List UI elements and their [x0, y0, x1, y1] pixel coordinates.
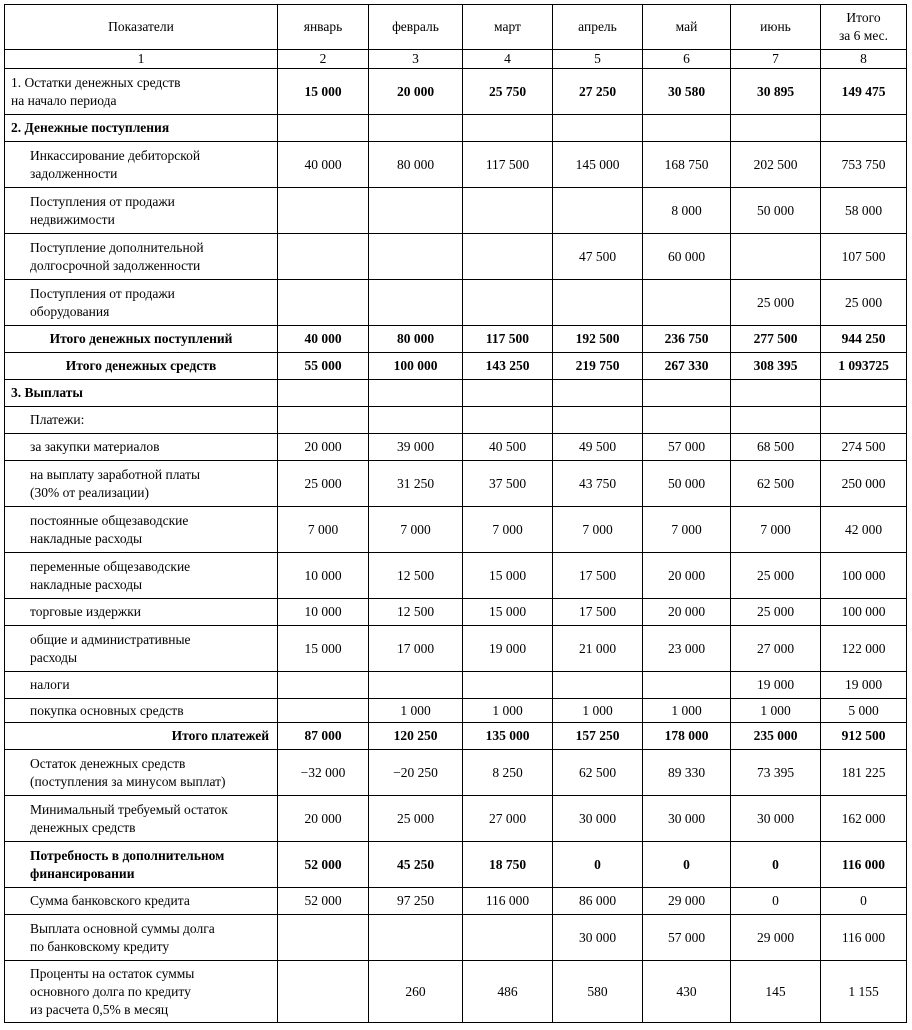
row-label: [5, 553, 278, 599]
row-label-line: 1. Остатки денежных средств: [11, 74, 181, 90]
value-cell: 30 000: [643, 796, 731, 842]
value-cell: 62 500: [553, 750, 643, 796]
table-row: [5, 796, 907, 842]
row-label-line: по банковскому кредиту: [30, 938, 170, 954]
value-cell: [463, 672, 553, 699]
value-cell: 52 000: [278, 888, 369, 915]
value-cell: [643, 280, 731, 326]
row-label-line: налоги: [30, 677, 70, 692]
row-label: [5, 599, 278, 626]
value-cell: 192 500: [553, 326, 643, 353]
value-cell: 19 000: [821, 672, 907, 699]
table-row: [5, 280, 907, 326]
value-cell: [463, 380, 553, 407]
value-cell: 219 750: [553, 353, 643, 380]
value-cell: 47 500: [553, 234, 643, 280]
row-label: [5, 380, 278, 407]
col-number: 8: [821, 50, 907, 69]
value-cell: 30 000: [553, 915, 643, 961]
row-label-line: Выплата основной суммы долга: [30, 920, 215, 936]
value-cell: [553, 280, 643, 326]
value-cell: 0: [553, 842, 643, 888]
value-cell: 5 000: [821, 699, 907, 723]
value-cell: 40 500: [463, 434, 553, 461]
value-cell: 37 500: [463, 461, 553, 507]
row-label-line: Итого денежных поступлений: [49, 331, 233, 346]
row-label: [5, 750, 278, 796]
row-label-line: 2. Денежные поступления: [11, 120, 170, 135]
row-label-line: Платежи:: [30, 412, 85, 427]
value-cell: 57 000: [643, 434, 731, 461]
value-cell: 17 000: [369, 626, 463, 672]
value-cell: 7 000: [463, 507, 553, 553]
row-label-line: задолженности: [30, 165, 118, 181]
row-label: [5, 626, 278, 672]
row-label: [5, 353, 278, 380]
value-cell: [369, 915, 463, 961]
value-cell: [821, 380, 907, 407]
col-number: 4: [463, 50, 553, 69]
col-header-indicators: Показатели: [5, 5, 278, 50]
value-cell: 27 000: [731, 626, 821, 672]
row-label-line: долгосрочной задолженности: [30, 257, 201, 273]
table-row: [5, 353, 907, 380]
row-label-line: накладные расходы: [30, 530, 143, 546]
value-cell: 40 000: [278, 326, 369, 353]
row-label-line: общие и административные: [30, 631, 191, 647]
value-cell: 25 000: [369, 796, 463, 842]
value-cell: 25 000: [278, 461, 369, 507]
value-cell: 62 500: [731, 461, 821, 507]
value-cell: 18 750: [463, 842, 553, 888]
column-number-row: [5, 50, 907, 69]
value-cell: [463, 407, 553, 434]
value-cell: 100 000: [369, 353, 463, 380]
row-label-line: Поступление дополнительной: [30, 239, 204, 255]
row-label-line: недвижимости: [30, 211, 115, 227]
value-cell: 116 000: [821, 842, 907, 888]
row-label: [5, 188, 278, 234]
value-cell: [278, 407, 369, 434]
col-header-june: июнь: [731, 5, 821, 50]
value-cell: 15 000: [463, 599, 553, 626]
value-cell: [278, 672, 369, 699]
value-cell: [369, 672, 463, 699]
value-cell: 12 500: [369, 599, 463, 626]
row-label-line: Потребность в дополнительном: [30, 847, 225, 863]
table-row: [5, 672, 907, 699]
value-cell: [278, 380, 369, 407]
value-cell: [553, 188, 643, 234]
value-cell: [278, 961, 369, 1023]
row-label-line: Итого денежных средств: [65, 358, 217, 373]
col-number: 7: [731, 50, 821, 69]
table-row: [5, 142, 907, 188]
col-header-february: февраль: [369, 5, 463, 50]
value-cell: 178 000: [643, 723, 731, 750]
row-label: [5, 234, 278, 280]
value-cell: [278, 280, 369, 326]
value-cell: [553, 407, 643, 434]
row-label-line: финансировании: [30, 865, 135, 881]
table-row: [5, 961, 907, 1023]
value-cell: 277 500: [731, 326, 821, 353]
table-row: [5, 326, 907, 353]
table-row: [5, 69, 907, 115]
value-cell: 50 000: [731, 188, 821, 234]
row-label-line: переменные общезаводские: [30, 558, 191, 574]
value-cell: 50 000: [643, 461, 731, 507]
row-label: [5, 507, 278, 553]
row-label-line: Поступления от продажи: [30, 193, 175, 209]
value-cell: 100 000: [821, 599, 907, 626]
value-cell: 12 500: [369, 553, 463, 599]
value-cell: 1 000: [553, 699, 643, 723]
value-cell: 25 000: [821, 280, 907, 326]
value-cell: 19 000: [731, 672, 821, 699]
row-label-line: Итого платежей: [171, 728, 269, 743]
value-cell: 31 250: [369, 461, 463, 507]
value-cell: 135 000: [463, 723, 553, 750]
value-cell: 274 500: [821, 434, 907, 461]
value-cell: 486: [463, 961, 553, 1023]
row-label: [5, 888, 278, 915]
value-cell: 30 000: [731, 796, 821, 842]
value-cell: 30 000: [553, 796, 643, 842]
value-cell: 116 000: [463, 888, 553, 915]
value-cell: [731, 380, 821, 407]
table-row: [5, 599, 907, 626]
row-label: [5, 115, 278, 142]
value-cell: 7 000: [731, 507, 821, 553]
table-row: [5, 380, 907, 407]
row-label-line: расходы: [30, 649, 78, 665]
value-cell: 168 750: [643, 142, 731, 188]
value-cell: [821, 407, 907, 434]
value-cell: 308 395: [731, 353, 821, 380]
value-cell: 120 250: [369, 723, 463, 750]
value-cell: [278, 188, 369, 234]
value-cell: 267 330: [643, 353, 731, 380]
value-cell: [369, 115, 463, 142]
value-cell: 43 750: [553, 461, 643, 507]
value-cell: 17 500: [553, 553, 643, 599]
value-cell: −20 250: [369, 750, 463, 796]
row-label: [5, 672, 278, 699]
value-cell: 202 500: [731, 142, 821, 188]
cash-budget-table: [4, 4, 907, 1023]
row-label-line: Поступления от продажи: [30, 285, 175, 301]
value-cell: 20 000: [643, 553, 731, 599]
row-label: [5, 915, 278, 961]
value-cell: [463, 915, 553, 961]
value-cell: 97 250: [369, 888, 463, 915]
col-number: 2: [278, 50, 369, 69]
value-cell: 1 000: [369, 699, 463, 723]
value-cell: 117 500: [463, 326, 553, 353]
table-row: [5, 888, 907, 915]
table-row: [5, 699, 907, 723]
col-number: 1: [5, 50, 278, 69]
value-cell: [463, 115, 553, 142]
value-cell: 235 000: [731, 723, 821, 750]
value-cell: 60 000: [643, 234, 731, 280]
row-label-line: покупка основных средств: [30, 702, 184, 718]
row-label: [5, 69, 278, 115]
col-number: 3: [369, 50, 463, 69]
value-cell: 7 000: [369, 507, 463, 553]
value-cell: 116 000: [821, 915, 907, 961]
table-body: [5, 69, 907, 1023]
value-cell: [553, 115, 643, 142]
col-number: 6: [643, 50, 731, 69]
value-cell: 80 000: [369, 326, 463, 353]
value-cell: [643, 672, 731, 699]
value-cell: [278, 234, 369, 280]
value-cell: 100 000: [821, 553, 907, 599]
value-cell: 912 500: [821, 723, 907, 750]
row-label: [5, 842, 278, 888]
value-cell: 15 000: [463, 553, 553, 599]
value-cell: 58 000: [821, 188, 907, 234]
row-label: [5, 280, 278, 326]
col-header-april: апрель: [553, 5, 643, 50]
value-cell: 20 000: [643, 599, 731, 626]
value-cell: 7 000: [278, 507, 369, 553]
value-cell: [463, 188, 553, 234]
value-cell: 10 000: [278, 553, 369, 599]
row-label: [5, 796, 278, 842]
table-row: [5, 553, 907, 599]
row-label-line: из расчета 0,5% в месяц: [30, 1001, 169, 1017]
table-row: [5, 723, 907, 750]
table-row: [5, 115, 907, 142]
value-cell: 15 000: [278, 626, 369, 672]
header-row: [5, 5, 907, 50]
value-cell: 68 500: [731, 434, 821, 461]
value-cell: 430: [643, 961, 731, 1023]
table-row: [5, 461, 907, 507]
value-cell: 20 000: [278, 796, 369, 842]
col-header-march: март: [463, 5, 553, 50]
value-cell: [278, 915, 369, 961]
value-cell: [369, 280, 463, 326]
value-cell: [369, 188, 463, 234]
row-label-line: торговые издержки: [30, 604, 142, 619]
value-cell: [463, 234, 553, 280]
value-cell: 25 000: [731, 280, 821, 326]
value-cell: 143 250: [463, 353, 553, 380]
value-cell: 21 000: [553, 626, 643, 672]
value-cell: 27 000: [463, 796, 553, 842]
row-label: [5, 461, 278, 507]
value-cell: 117 500: [463, 142, 553, 188]
value-cell: [553, 380, 643, 407]
row-label-line: на начало периода: [11, 92, 117, 108]
value-cell: 23 000: [643, 626, 731, 672]
value-cell: 149 475: [821, 69, 907, 115]
value-cell: 236 750: [643, 326, 731, 353]
value-cell: 0: [643, 842, 731, 888]
value-cell: [821, 115, 907, 142]
value-cell: 0: [821, 888, 907, 915]
row-label-line: Инкассирование дебиторской: [30, 147, 201, 163]
row-label: [5, 961, 278, 1023]
table-row: [5, 750, 907, 796]
value-cell: [278, 699, 369, 723]
value-cell: 1 000: [731, 699, 821, 723]
value-cell: 27 250: [553, 69, 643, 115]
row-label-line: основного долга по кредиту: [30, 983, 191, 999]
value-cell: −32 000: [278, 750, 369, 796]
value-cell: 25 000: [731, 599, 821, 626]
value-cell: [553, 672, 643, 699]
value-cell: 250 000: [821, 461, 907, 507]
row-label-line: (поступления за минусом выплат): [30, 773, 226, 789]
value-cell: 1 000: [463, 699, 553, 723]
col-header-total: [821, 5, 907, 50]
value-cell: 944 250: [821, 326, 907, 353]
value-cell: 86 000: [553, 888, 643, 915]
value-cell: 753 750: [821, 142, 907, 188]
row-label: [5, 699, 278, 723]
value-cell: 15 000: [278, 69, 369, 115]
table-row: [5, 842, 907, 888]
value-cell: 157 250: [553, 723, 643, 750]
value-cell: 20 000: [369, 69, 463, 115]
value-cell: [463, 280, 553, 326]
table-row: [5, 234, 907, 280]
value-cell: 52 000: [278, 842, 369, 888]
value-cell: 162 000: [821, 796, 907, 842]
col-header-total-line: за 6 мес.: [838, 28, 889, 43]
col-number: 5: [553, 50, 643, 69]
value-cell: 57 000: [643, 915, 731, 961]
value-cell: 10 000: [278, 599, 369, 626]
value-cell: 1 155: [821, 961, 907, 1023]
table-row: [5, 507, 907, 553]
value-cell: 7 000: [553, 507, 643, 553]
value-cell: 39 000: [369, 434, 463, 461]
value-cell: [731, 234, 821, 280]
row-label-line: на выплату заработной платы: [30, 466, 201, 482]
value-cell: [643, 407, 731, 434]
value-cell: 30 580: [643, 69, 731, 115]
value-cell: 580: [553, 961, 643, 1023]
value-cell: [369, 380, 463, 407]
table-row: [5, 188, 907, 234]
value-cell: 0: [731, 888, 821, 915]
table-row: [5, 434, 907, 461]
value-cell: 42 000: [821, 507, 907, 553]
row-label-line: за закупки материалов: [30, 439, 160, 454]
row-label-line: Проценты на остаток суммы: [30, 965, 195, 981]
value-cell: 181 225: [821, 750, 907, 796]
value-cell: 122 000: [821, 626, 907, 672]
value-cell: 49 500: [553, 434, 643, 461]
value-cell: 29 000: [731, 915, 821, 961]
value-cell: 29 000: [643, 888, 731, 915]
value-cell: [369, 407, 463, 434]
table-row: [5, 626, 907, 672]
value-cell: 80 000: [369, 142, 463, 188]
value-cell: 107 500: [821, 234, 907, 280]
value-cell: 1 093725: [821, 353, 907, 380]
row-label-line: Остаток денежных средств: [30, 755, 186, 771]
row-label-line: денежных средств: [30, 819, 136, 835]
value-cell: 1 000: [643, 699, 731, 723]
table-row: [5, 407, 907, 434]
value-cell: 8 250: [463, 750, 553, 796]
row-label-line: 3. Выплаты: [11, 385, 83, 400]
value-cell: 30 895: [731, 69, 821, 115]
row-label: [5, 142, 278, 188]
value-cell: 19 000: [463, 626, 553, 672]
value-cell: 7 000: [643, 507, 731, 553]
value-cell: [643, 115, 731, 142]
value-cell: 45 250: [369, 842, 463, 888]
value-cell: 40 000: [278, 142, 369, 188]
value-cell: 25 750: [463, 69, 553, 115]
value-cell: [278, 115, 369, 142]
cash-budget-table-container: [4, 4, 907, 1023]
row-label: [5, 723, 278, 750]
col-header-may: май: [643, 5, 731, 50]
value-cell: [731, 115, 821, 142]
value-cell: [643, 380, 731, 407]
col-header-total-line: Итого: [846, 10, 881, 25]
row-label: [5, 434, 278, 461]
value-cell: 55 000: [278, 353, 369, 380]
value-cell: 73 395: [731, 750, 821, 796]
value-cell: 89 330: [643, 750, 731, 796]
row-label: [5, 407, 278, 434]
value-cell: 25 000: [731, 553, 821, 599]
row-label-line: накладные расходы: [30, 576, 143, 592]
col-header-january: январь: [278, 5, 369, 50]
value-cell: 17 500: [553, 599, 643, 626]
table-row: [5, 915, 907, 961]
value-cell: [731, 407, 821, 434]
value-cell: 87 000: [278, 723, 369, 750]
value-cell: 0: [731, 842, 821, 888]
row-label-line: постоянные общезаводские: [30, 512, 189, 528]
value-cell: [369, 234, 463, 280]
row-label-line: (30% от реализации): [30, 484, 149, 500]
row-label: [5, 326, 278, 353]
row-label-line: Сумма банковского кредита: [30, 893, 190, 908]
value-cell: 20 000: [278, 434, 369, 461]
row-label-line: оборудования: [30, 303, 110, 319]
value-cell: 260: [369, 961, 463, 1023]
row-label-line: Минимальный требуемый остаток: [30, 801, 228, 817]
value-cell: 8 000: [643, 188, 731, 234]
value-cell: 145 000: [553, 142, 643, 188]
value-cell: 145: [731, 961, 821, 1023]
